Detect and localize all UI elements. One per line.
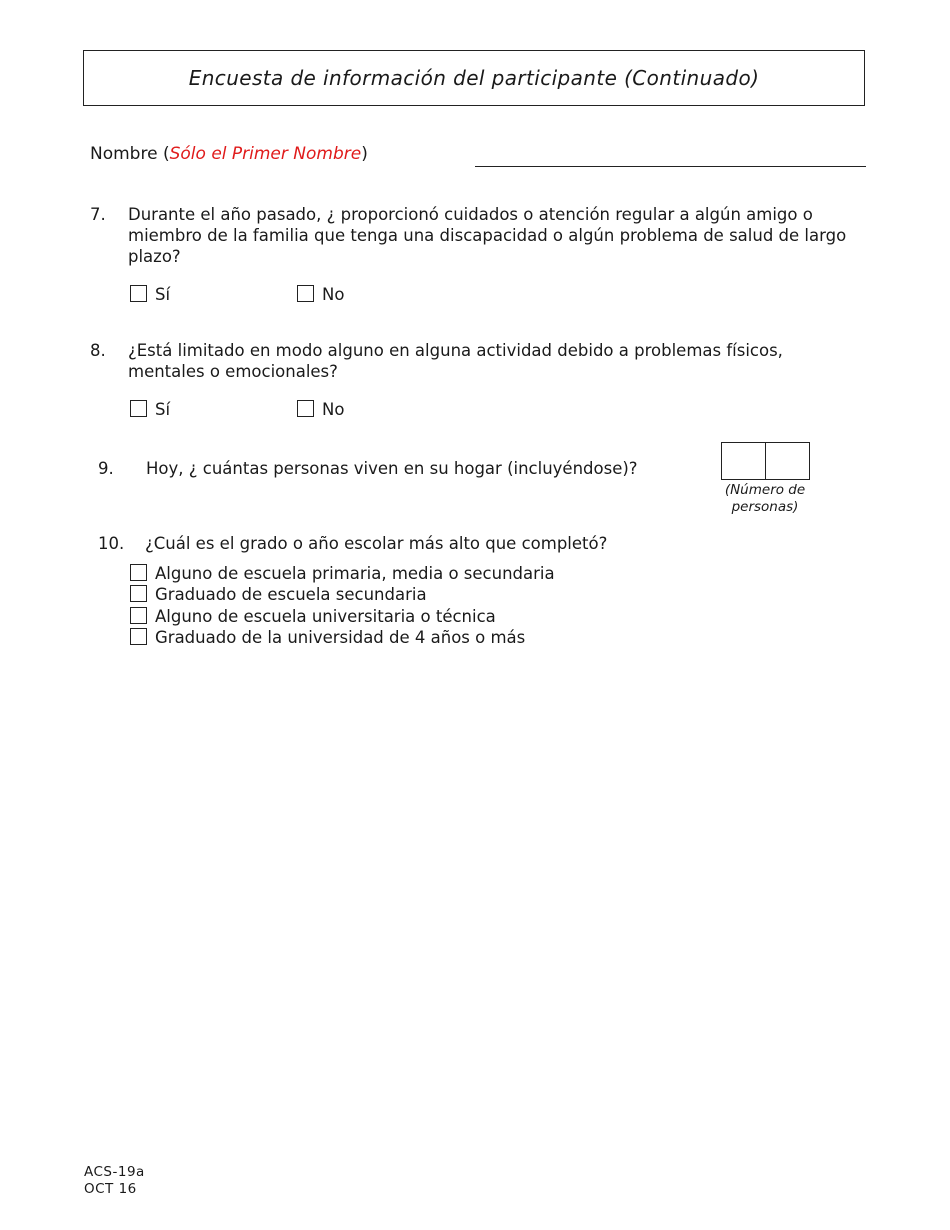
household-count-input[interactable]: [721, 442, 810, 480]
q10-option-3-label: Alguno de escuela universitaria o técnica: [155, 607, 496, 626]
q8-no-checkbox[interactable]: [297, 400, 314, 417]
q7-no-checkbox[interactable]: [297, 285, 314, 302]
question-9-text: Hoy, ¿ cuántas personas viven en su hogar (incluyéndose)?: [146, 459, 638, 478]
form-code: ACS-19a: [84, 1164, 145, 1180]
question-number: 8.: [90, 341, 106, 360]
q10-option-4-checkbox[interactable]: [130, 628, 147, 645]
q10-option-3-checkbox[interactable]: [130, 607, 147, 624]
name-input-line[interactable]: [475, 166, 866, 167]
name-hint: Sólo el Primer Nombre: [169, 144, 362, 164]
q8-yes-checkbox[interactable]: [130, 400, 147, 417]
question-10-text: ¿Cuál es el grado o año escolar más alto que completó?: [145, 534, 608, 553]
q10-option-4-label: Graduado de la universidad de 4 años o más: [155, 628, 526, 647]
q7-no-label: No: [322, 285, 345, 304]
q7-yes-label: Sí: [155, 285, 171, 304]
form-title: Encuesta de información del participante (Continuado): [188, 66, 760, 90]
question-7-text: Durante el año pasado, ¿ proporcionó cuidados o atención regular a algún amigo o miembro de la familia que tenga una discapacidad o algún problema de salud de largo plazo?: [128, 205, 847, 266]
q7-yes-checkbox[interactable]: [130, 285, 147, 302]
q10-option-2-label: Graduado de escuela secundaria: [155, 585, 427, 604]
form-footer: [84, 1164, 145, 1198]
q10-option-2-checkbox[interactable]: [130, 585, 147, 602]
question-9-number: 9.: [98, 459, 114, 478]
form-date: OCT 16: [84, 1181, 137, 1197]
household-count-caption: (Número de personas): [724, 482, 806, 515]
digit-box-tens[interactable]: [722, 443, 765, 479]
digit-box-ones[interactable]: [765, 443, 809, 479]
q10-option-1-label: Alguno de escuela primaria, media o secundaria: [155, 564, 555, 583]
question-number: 7.: [90, 205, 106, 224]
q8-no-label: No: [322, 400, 345, 419]
question-8-text: ¿Está limitado en modo alguno en alguna actividad debido a problemas físicos, mentales o emocionales?: [128, 341, 783, 381]
q10-option-1-checkbox[interactable]: [130, 564, 147, 581]
name-label: Nombre (Sólo el Primer Nombre): [90, 144, 368, 164]
form-title-box: [83, 50, 865, 106]
q8-yes-label: Sí: [155, 400, 171, 419]
question-10-number: 10.: [98, 534, 125, 553]
